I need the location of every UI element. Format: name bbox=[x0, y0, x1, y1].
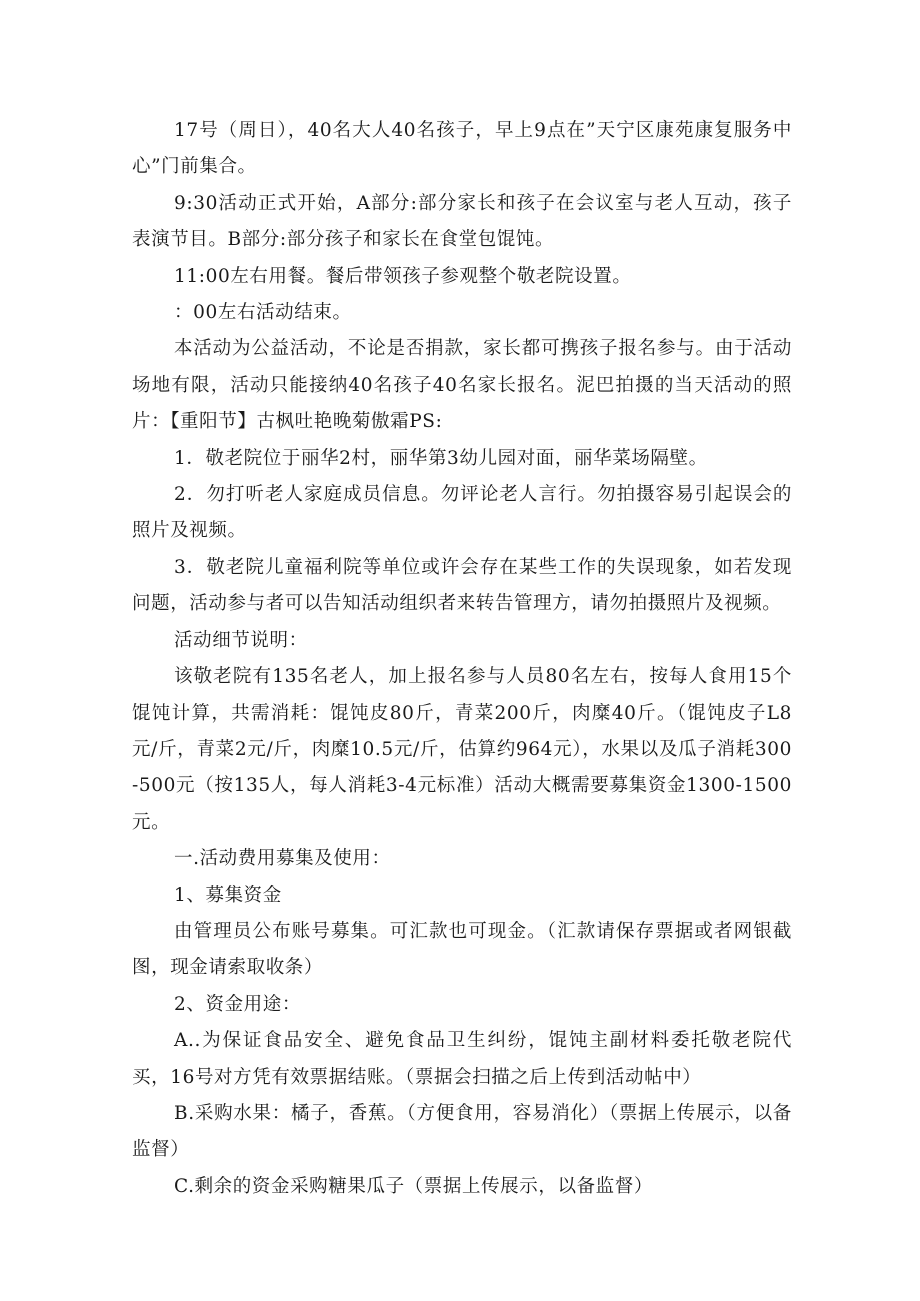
paragraph-usage-c: C.剩余的资金采购糖果瓜子（票据上传展示，以备监督） bbox=[174, 1175, 653, 1197]
paragraph-note-1-location: 1．敬老院位于丽华2村，丽华第3幼儿园对面，丽华菜场隔壁。 bbox=[174, 447, 708, 469]
paragraph-note-2-privacy: 2．勿打听老人家庭成员信息。勿评论老人言行。勿拍摄容易引起误会的照片及视频。 bbox=[132, 484, 792, 542]
paragraph-note-3-issues: 3．敬老院儿童福利院等单位或许会存在某些工作的失误现象，如若发现问题，活动参与者可以告知活动组织者来转告管理方，请勿拍摄照片及视频。 bbox=[132, 556, 792, 615]
paragraph-usage-b: B.采购水果：橘子，香蕉。（方便食用，容易消化）（票据上传展示，以备监督） bbox=[132, 1102, 792, 1161]
heading-fund-raising: 1、募集资金 bbox=[174, 884, 282, 906]
paragraph-activity-end: ：00左右活动结束。 bbox=[174, 302, 352, 324]
paragraph-public-welfare-notice: 本活动为公益活动，不论是否捐款，家长都可携孩子报名参与。由于活动场地有限，活动只能接纳40名孩子40名家长报名。泥巴拍摄的当天活动的照片：【重阳节】古枫吐艳晚菊傲霜PS: bbox=[132, 338, 792, 433]
paragraph-fund-raising-method: 由管理员公布账号募集。可汇款也可现金。（汇款请保存票据或者网银截图，现金请索取收条） bbox=[132, 920, 792, 979]
paragraph-lunch: 11:00左右用餐。餐后带领孩子参观整个敬老院设置。 bbox=[174, 265, 632, 287]
heading-fund-usage: 2、资金用途： bbox=[174, 993, 301, 1015]
heading-activity-details: 活动细节说明： bbox=[174, 629, 308, 651]
document-body bbox=[132, 113, 792, 1205]
paragraph-cost-estimate: 该敬老院有135名老人，加上报名参与人员80名左右，按每人食用15个馄饨计算，共需消耗：馄饨皮80斤，青菜200斤，肉糜40斤。（馄饨皮子L8元/斤，青菜2元/斤，肉糜10.5元/斤，估算约964元），水果以及瓜子消耗300-500元（按135人，每人消耗3-4元标准）活动大概需要募集资金1300-1500元。 bbox=[132, 666, 792, 833]
paragraph-activity-start: 9:30活动正式开始，A部分:部分家长和孩子在会议室与老人互动，孩子表演节目。B部分:部分孩子和家长在食堂包馄饨。 bbox=[132, 192, 792, 251]
heading-fund-raising-usage: 一.活动费用募集及使用： bbox=[174, 848, 391, 870]
paragraph-assembly-time: 17号（周日），40名大人40名孩子，早上9点在”天宁区康苑康复服务中心”门前集合。 bbox=[132, 120, 792, 178]
paragraph-usage-a: A..为保证食品安全、避免食品卫生纠纷，馄饨主副材料委托敬老院代买，16号对方凭有效票据结账。（票据会扫描之后上传到活动帖中） bbox=[132, 1030, 792, 1088]
